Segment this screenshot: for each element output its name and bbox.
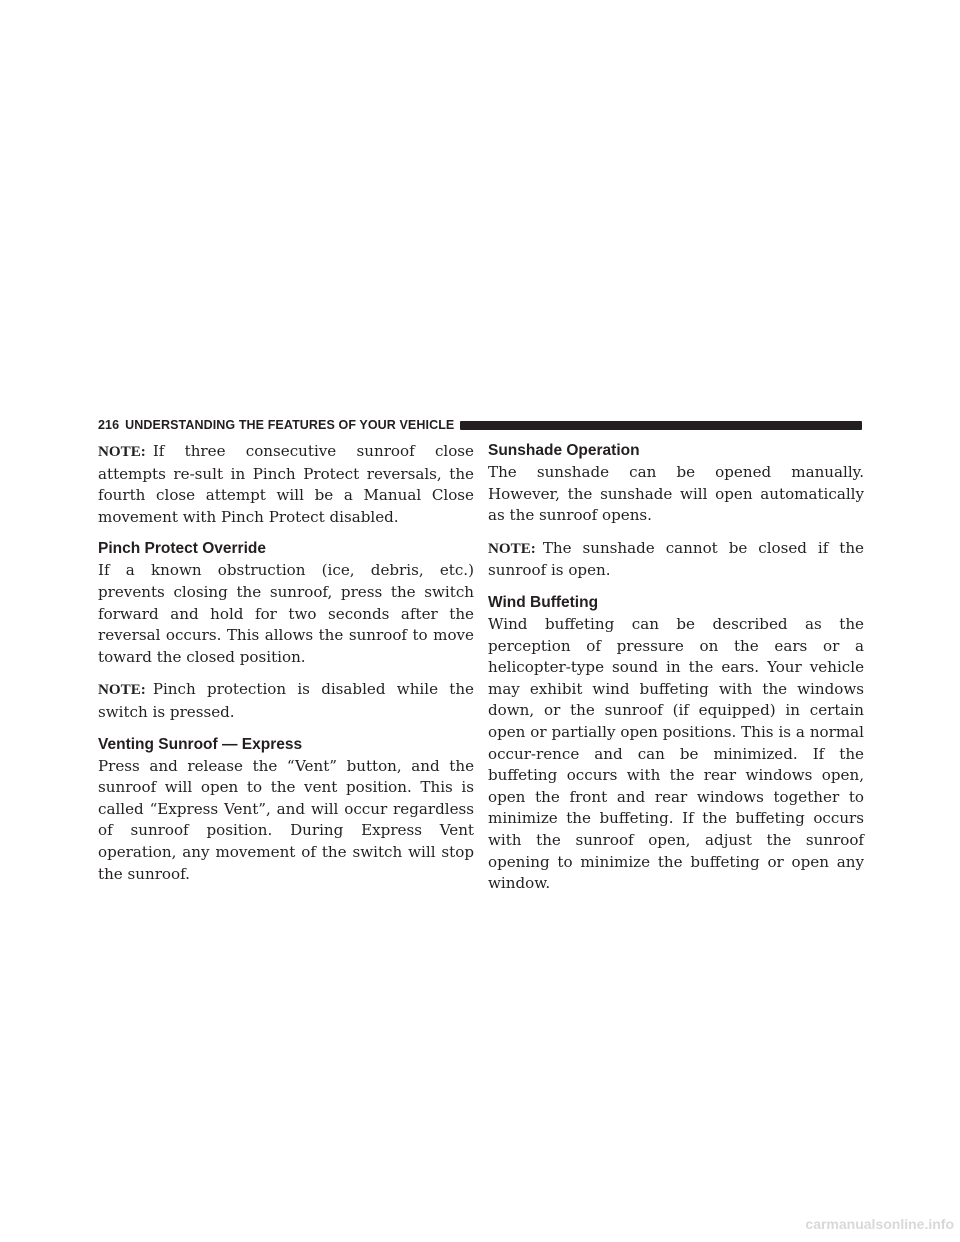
note-pinch-reversal xyxy=(98,441,474,528)
heading-sunshade-operation: Sunshade Operation xyxy=(488,442,640,459)
note-text: The sunshade cannot be closed if the sunroof is open. xyxy=(488,538,864,580)
page-header xyxy=(98,416,862,434)
heading-pinch-protect-override: Pinch Protect Override xyxy=(98,540,266,558)
header-rule xyxy=(460,421,862,430)
left-column xyxy=(98,441,474,896)
note-text: If three consecutive sunroof close attempts re-sult in Pinch Protect reversals, the fourth close attempt will be a Manual Close movement with Pinch Protect disabled. xyxy=(98,442,474,526)
paragraph-sunshade-operation: The sunshade can be opened manually. However, the sunshade will open automatically as the sunroof opens. xyxy=(488,463,864,525)
header-label xyxy=(98,418,454,432)
paragraph-pinch-protect-override: If a known obstruction (ice, debris, etc.) prevents closing the sunroof, press the switch forward and hold for two seconds after the reversal occurs. This allows the sunroof to move toward the closed position. xyxy=(98,561,474,666)
note-sunshade xyxy=(488,538,864,582)
note-label: NOTE: xyxy=(98,682,146,699)
heading-venting-sunroof: Venting Sunroof — Express xyxy=(98,735,303,753)
right-column xyxy=(488,441,864,906)
paragraph-venting-sunroof: Press and release the “Vent” button, and the sunroof will open to the vent position. This is called “Express Vent”, and will occur regardless of sunroof position. During Express Vent operation, any movement of the switch will stop the sunroof. xyxy=(98,756,474,883)
paragraph-wind-buffeting: Wind buffeting can be described as the perception of pressure on the ears or a helicopter-type sound in the ears. Your vehicle may exhibit wind buffeting with the windows down, or the sunroof (if equipped) in certain open or partially open positions. This is a normal occur-rence and can be minimized. If the buffeting occurs with the rear windows open, open the front and rear windows together to minimize the buffeting. If the buffeting occurs with the sunroof open, adjust the sunroof opening to minimize the buffeting or open any window. xyxy=(488,614,864,893)
page-number: 216 xyxy=(98,418,120,432)
heading-wind-buffeting: Wind Buffeting xyxy=(488,593,599,611)
note-text: Pinch protection is disabled while the switch is pressed. xyxy=(98,680,474,721)
section-title: UNDERSTANDING THE FEATURES OF YOUR VEHICLE xyxy=(125,418,455,432)
note-label: NOTE: xyxy=(488,540,536,557)
note-pinch-disabled xyxy=(98,679,474,723)
watermark-logo: carmanualsonline.info xyxy=(805,1216,954,1232)
note-label: NOTE: xyxy=(98,444,146,460)
